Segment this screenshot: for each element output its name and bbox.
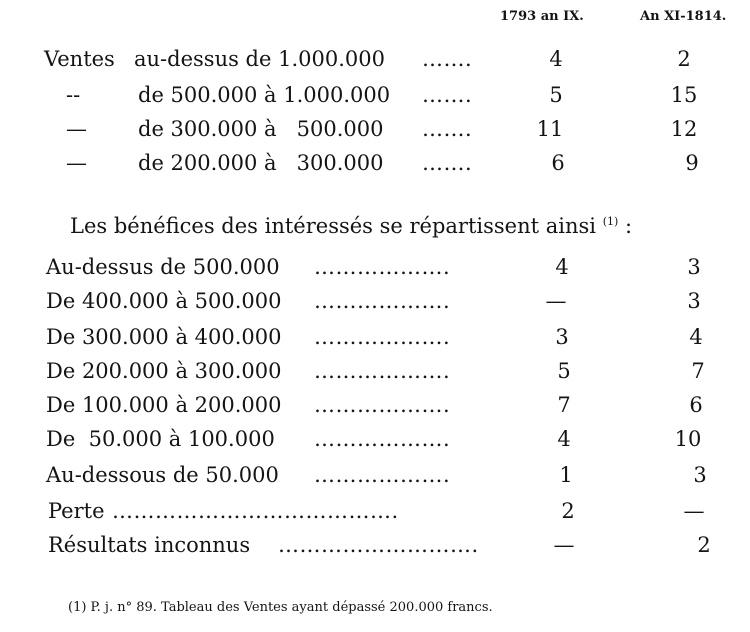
value-1793: 6: [551, 151, 565, 175]
leader-dots: ……………….: [314, 463, 451, 487]
value-1793: 5: [549, 83, 563, 107]
value-1814: 15: [670, 83, 698, 107]
value-1814: 12: [670, 117, 698, 141]
value-1793: —: [553, 533, 575, 557]
sales-row: [0, 112, 750, 146]
value-1814: 2: [677, 47, 691, 71]
leader-dots: …….: [422, 83, 473, 107]
row-prefix: --: [66, 83, 81, 107]
row-label: de 300.000 à 500.000: [138, 117, 384, 141]
sales-row: [0, 146, 750, 180]
value-1814: 3: [693, 463, 707, 487]
value-1793: 4: [549, 47, 563, 71]
column-header-1793: 1793 an IX.: [500, 9, 584, 24]
value-1793: 4: [555, 255, 569, 279]
sales-row: [0, 42, 750, 76]
profit-row: [0, 354, 750, 388]
leader-dots: ……………….: [314, 359, 451, 383]
footnote: (1) P. j. n° 89. Tableau des Ventes ayant dépassé 200.000 francs.: [68, 600, 493, 615]
row-label: De 400.000 à 500.000: [46, 289, 282, 313]
intro-sentence: [70, 205, 632, 243]
leader-dots: ……………….: [314, 427, 451, 451]
row-label: De 100.000 à 200.000: [46, 393, 282, 417]
value-1814: 10: [674, 427, 702, 451]
value-1814: 7: [691, 359, 705, 383]
value-1814: 3: [687, 255, 701, 279]
leader-dots: ………………………………….: [112, 499, 399, 523]
intro-text: Les bénéfices des intéressés se répartissent ainsi: [70, 214, 597, 238]
row-label: Au-dessous de 50.000: [46, 463, 279, 487]
leader-dots: ……………….: [314, 393, 451, 417]
row-label: au-dessus de 1.000.000: [134, 47, 385, 71]
row-label: de 500.000 à 1.000.000: [138, 83, 391, 107]
row-label: De 200.000 à 300.000: [46, 359, 282, 383]
leader-dots: …….: [422, 117, 473, 141]
profit-row: [0, 494, 750, 528]
leader-dots: ……………….: [314, 289, 451, 313]
profit-row: [0, 250, 750, 284]
profit-row: [0, 528, 750, 562]
row-label: Au-dessus de 500.000: [46, 255, 280, 279]
value-1814: 9: [685, 151, 699, 175]
value-1793: 7: [557, 393, 571, 417]
value-1814: 4: [689, 325, 703, 349]
sales-row: [0, 78, 750, 112]
profit-row: [0, 458, 750, 492]
row-label: De 50.000 à 100.000: [46, 427, 275, 451]
profit-row: [0, 388, 750, 422]
profit-row: [0, 284, 750, 318]
profit-row: [0, 320, 750, 354]
leader-dots: …….: [422, 47, 473, 71]
row-label: de 200.000 à 300.000: [138, 151, 384, 175]
value-1814: 3: [687, 289, 701, 313]
row-prefix: —: [66, 151, 87, 175]
leader-dots: …….: [422, 151, 473, 175]
leader-dots: ……………….: [314, 325, 451, 349]
value-1793: —: [545, 289, 567, 313]
row-label: De 300.000 à 400.000: [46, 325, 282, 349]
value-1814: 6: [689, 393, 703, 417]
leader-dots: ……………….: [314, 255, 451, 279]
value-1793: 1: [559, 463, 573, 487]
footnote-marker: (1): [602, 215, 619, 228]
profit-row: [0, 422, 750, 456]
value-1793: 4: [557, 427, 571, 451]
row-prefix: —: [66, 117, 87, 141]
leader-dots: ……………………….: [278, 533, 479, 557]
value-1793: 2: [561, 499, 575, 523]
column-header-1814: An XI-1814.: [640, 9, 727, 24]
row-prefix: Ventes: [44, 47, 115, 71]
row-label: Résultats inconnus: [48, 533, 251, 557]
value-1814: —: [683, 499, 705, 523]
row-label: Perte: [48, 499, 105, 523]
intro-colon: :: [618, 214, 633, 238]
value-1793: 11: [536, 117, 564, 141]
value-1793: 5: [557, 359, 571, 383]
value-1814: 2: [697, 533, 711, 557]
value-1793: 3: [555, 325, 569, 349]
